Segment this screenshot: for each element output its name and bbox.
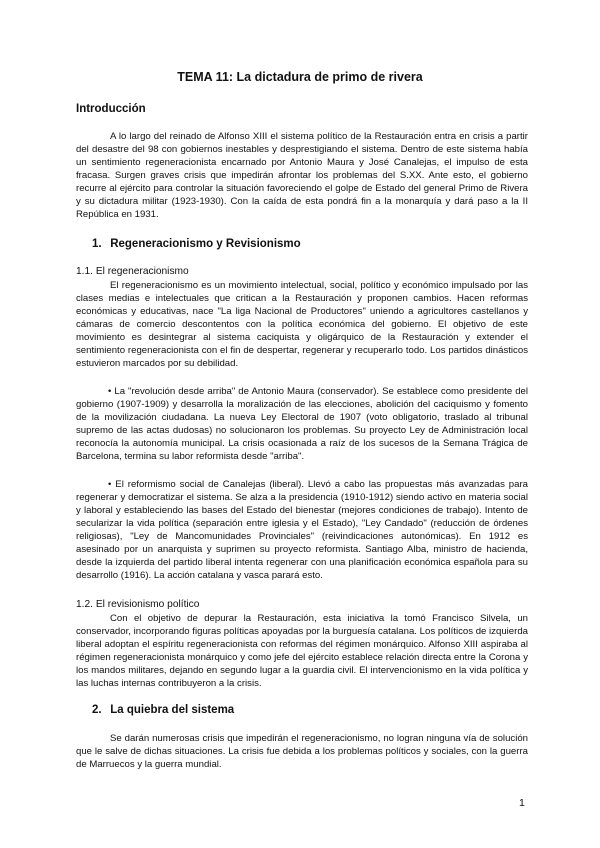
maura-paragraph-text: • La "revolución desde arriba" de Antonio Maura (conservador). Se establece como presidente del gobierno (1907-1909) y desarrolla la moralización de las elecciones, abolición del caciquismo y fomento de la movilización ciudadana. La nueva Ley Electoral de 1907 (voto obligatorio, traslado al tribunal supremo de las actas dudosas) no solucionaron los problemas. Su proyecto Ley de Administración local reconocía la autonomía municipal. La crisis ocasionada a raíz de los sucesos de la Semana Trágica de Barcelona, termina su labor reformista desde "arriba". [76, 386, 528, 462]
revisionismo-paragraph [76, 612, 528, 690]
section-1-title: Regeneracionismo y Revisionismo [110, 238, 301, 250]
intro-paragraph-text: A lo largo del reinado de Alfonso XIII el sistema político de la Restauración entra en crisis a partir del desastre del 98 con gobiernos inestables y desprestigiando el sistema. Dentro de este sistema había un sentimiento regeneracionista encarnado por Antonio Maura y José Canalejas, el impulso de esta fracasa. Surgen graves crisis que impedirán afrontar los problemas del S.XX. Ante esto, el gobierno recurre al ejército para controlar la situación favoreciendo el golpe de Estado del general Primo de Rivera y su dictadura militar (1923-1930). Con la caída de esta pondrá fin a la monarquía y dará paso a la II República en 1931. [76, 131, 528, 220]
intro-heading: Introducción [76, 103, 146, 115]
intro-paragraph [76, 130, 528, 221]
revisionismo-paragraph-text: Con el objetivo de depurar la Restauración, esta iniciativa la tomó Francisco Silvela, un conservador, incorporando figuras políticas apoyadas por la burguesía catalana. Los políticos de izquierda liberal adoptan el espíritu regeneracionista con reformas del régimen monárquico. Alfonso XIII aspiraba al régimen regeneracionista monárquico y como jefe del ejército establece relación directa entre la Corona y los mandos militares, dejando en segundo lugar a la guardia civil. El intervencionismo en la vida política y las luchas internas contribuyeron a la crisis. [76, 613, 528, 689]
section-2-number: 2. [92, 704, 102, 716]
section-2-heading [92, 704, 234, 716]
canalejas-paragraph [76, 478, 528, 582]
regeneracionismo-paragraph-text: El regeneracionismo es un movimiento intelectual, social, político y económico impulsado por las clases medias e intelectuales que critican a la Restauración y proponen cambios. Hacen reformas económicas y educativas, nace "La liga Nacional de Productores" uniendo a agricultores castellanos y cámaras de comercio descontentos con la política económica del gobierno. El objetivo de este movimiento es desintegrar al sistema caciquista y oligárquico de la Restauración y extender el sentimiento regeneracionista con el fin de despertar, regenerar y recuperarlo todo. Los partidos dinásticos estuvieron marcados por su debilidad. [76, 280, 528, 369]
section-2-title: La quiebra del sistema [110, 704, 235, 716]
canalejas-paragraph-text: • El reformismo social de Canalejas (liberal). Llevó a cabo las propuestas más avanzadas para regenerar y democratizar el sistema. Se alza a la presidencia (1910-1912) siendo activo en materia social y laboral y estableciendo las bases del Estado del bienestar (mejores condiciones de trabajo). Intento de secularizar la vida política (separación entre iglesia y el Estado), "Ley Candado" (reducción de órdenes religiosas), "Ley de Mancomunidades Provinciales" (reivindicaciones autonómicas). En 1912 es asesinado por un anarquista y suprimen su proyecto reformista. Santiago Alba, ministro de hacienda, desde la izquierda del partido liberal intenta regenerar con una planificación económica española para su desarrollo (1916). La acción catalana y vasca parará esto. [76, 479, 528, 581]
subsection-1-2-heading: 1.2. El revisionismo político [76, 599, 200, 610]
quiebra-paragraph [76, 732, 528, 771]
section-1-number: 1. [92, 238, 102, 250]
regeneracionismo-paragraph [76, 279, 528, 370]
section-1-heading [92, 238, 301, 250]
document-title: TEMA 11: La dictadura de primo de rivera [177, 70, 423, 84]
subsection-1-1-heading: 1.1. El regeneracionismo [76, 266, 189, 277]
quiebra-paragraph-text: Se darán numerosas crisis que impedirán el regeneracionismo, no logran ninguna vía de solución que le salve de dichas situaciones. La crisis fue debida a los problemas políticos y sociales, con la guerra de Marruecos y la guerra mundial. [76, 733, 528, 770]
maura-paragraph [76, 385, 528, 463]
page-number: 1 [519, 797, 525, 809]
